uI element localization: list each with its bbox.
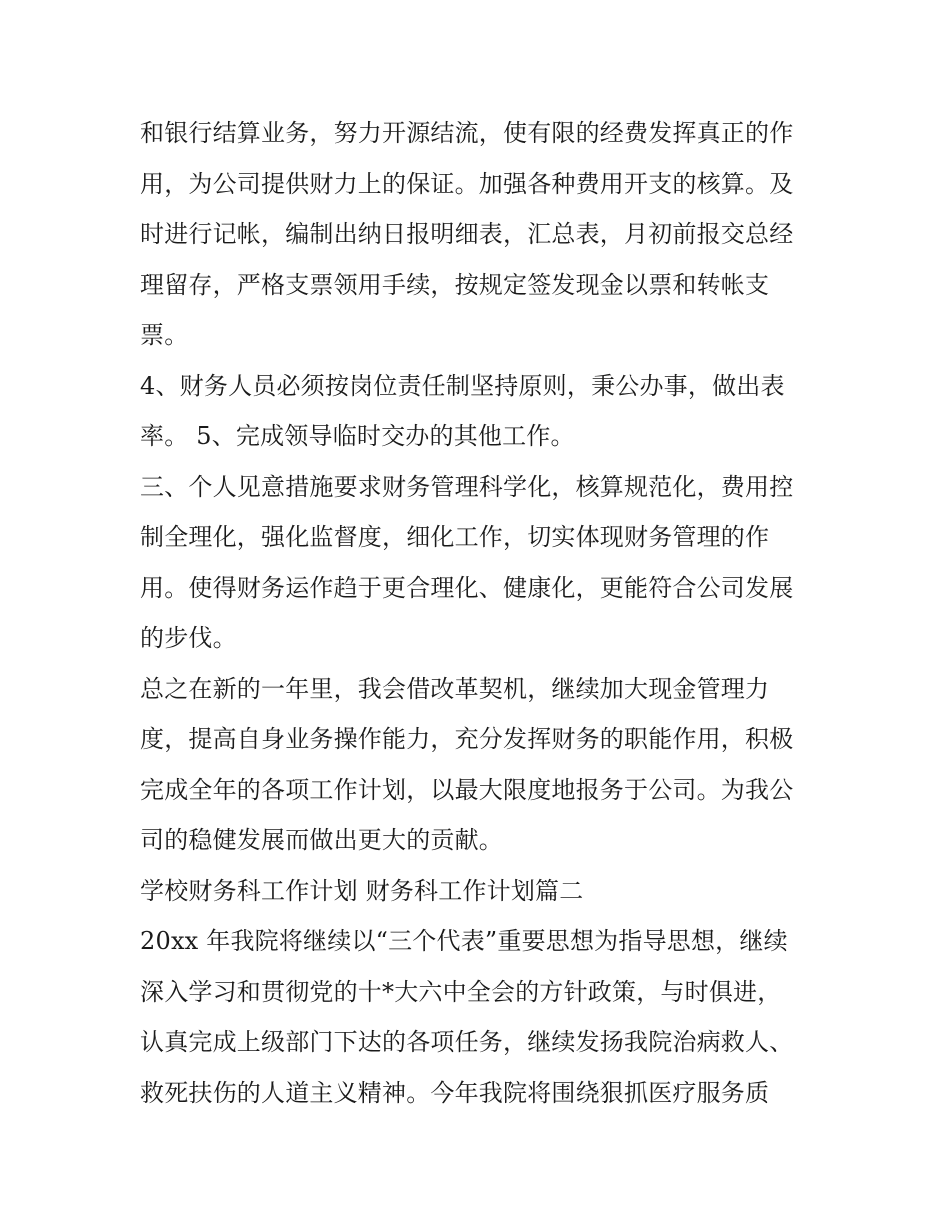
text-line: 度，提高自身业务操作能力，充分发挥财务的职能作用，积极 xyxy=(140,725,794,753)
text-line: 理留存，严格支票领用手续，按规定签发现金以票和转帐支 xyxy=(140,270,770,299)
text-line: 完成全年的各项工作计划，以最大限度地报务于公司。为我公 xyxy=(140,775,794,804)
text-line: 总之在新的一年里，我会借改革契机，继续加大现金管理力 xyxy=(140,674,770,703)
text-line: 用，为公司提供财力上的保证。加强各种费用开支的核算。及 xyxy=(140,169,794,198)
text-line: 三、个人见意措施要求财务管理科学化，核算规范化，费用控 xyxy=(140,472,794,501)
text-line: 用。使得财务运作趋于更合理化、健康化，更能符合公司发展 xyxy=(140,573,794,602)
text-line: 的步伐。 xyxy=(140,624,237,652)
text-line: 深入学习和贯彻党的十*大六中全会的方针政策，与时俱进， xyxy=(140,977,782,1006)
text-line: 率。 5、完成领导临时交办的其他工作。 xyxy=(140,422,575,450)
text-line: 认真完成上级部门下达的各项任务，继续发扬我院治病救人、 xyxy=(140,1028,794,1056)
text-line: 救死扶伤的人道主义精神。今年我院将围绕狠抓医疗服务质 xyxy=(140,1078,770,1107)
text-line: 20xx 年我院将继续以“三个代表”重要思想为指导思想，继续 xyxy=(140,927,788,955)
text-line: 票。 xyxy=(140,321,189,349)
document-body xyxy=(140,108,820,1118)
text-line: 和银行结算业务，努力开源结流，使有限的经费发挥真正的作 xyxy=(140,119,794,147)
text-line: 4、财务人员必须按岗位责任制坚持原则，秉公办事，做出表 xyxy=(140,371,785,400)
text-line: 制全理化，强化监督度，细化工作，切实体现财务管理的作 xyxy=(140,523,770,551)
text-line: 司的稳健发展而做出更大的贡献。 xyxy=(140,826,503,854)
text-line: 时进行记帐，编制出纳日报明细表，汇总表，月初前报交总经 xyxy=(140,220,794,248)
section-heading: 学校财务科工作计划 财务科工作计划篇二 xyxy=(140,876,584,905)
